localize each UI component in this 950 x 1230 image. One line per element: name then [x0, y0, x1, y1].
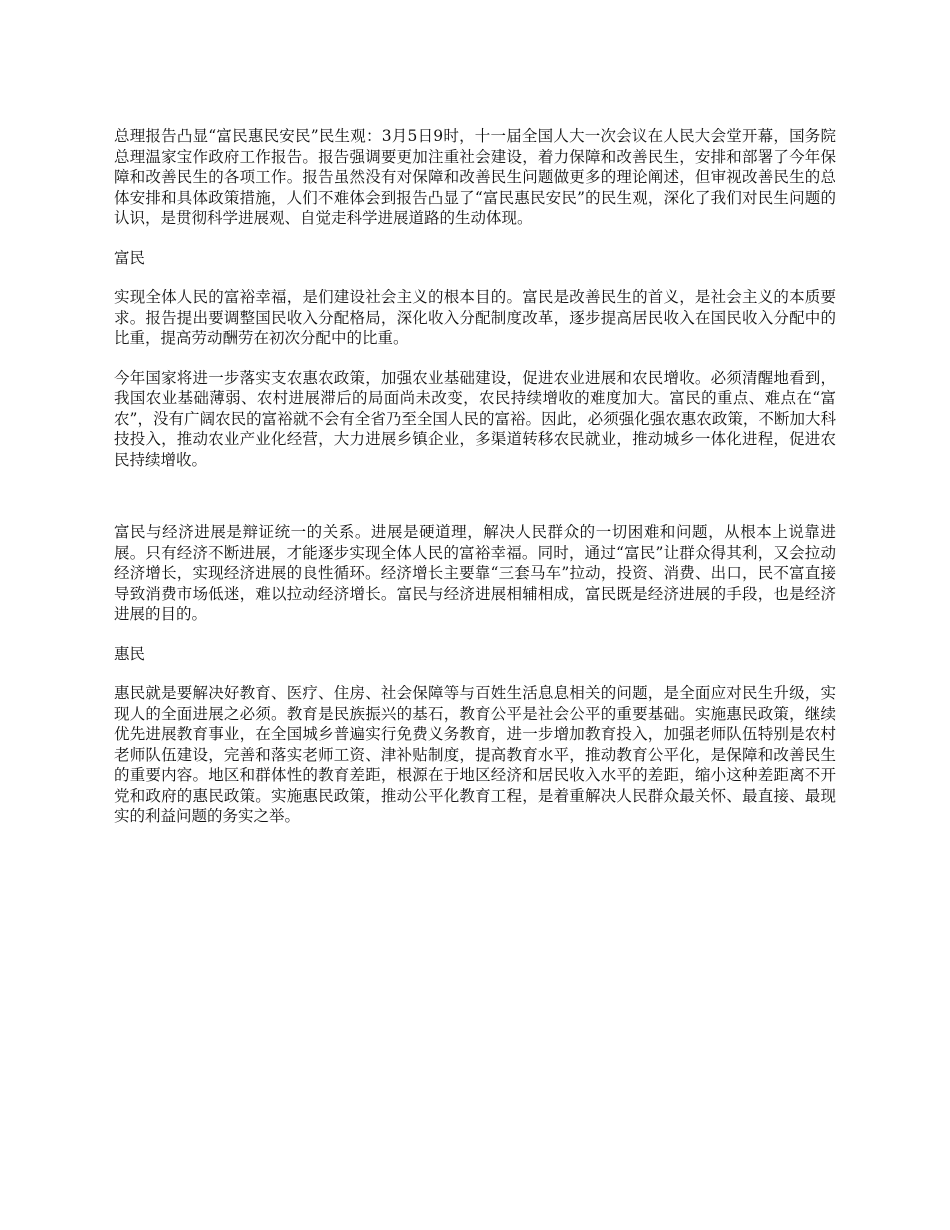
huimin-paragraph-1: 惠民就是要解决好教育、医疗、住房、社会保障等与百姓生活息息相关的问题，是全面应对民生升级，实现人的全面进展之必须。教育是民族振兴的基石，教育公平是社会公平的重要基础。实施惠民政策，继续优先进展教育事业，在全国城乡普遍实行免费义务教育，进一步增加教育投入，加强老师队伍特别是农村老师队伍建设，完善和落实老师工资、津补贴制度，提高教育水平，推动教育公平化，是保障和改善民生的重要内容。地区和群体性的教育差距，根源在于地区经济和居民收入水平的差距，缩小这种差距离不开党和政府的惠民政策。实施惠民政策，推动公平化教育工程，是着重解决人民群众最关怀、最直接、最现实的利益问题的务实之举。	[114, 684, 836, 825]
fumin-paragraph-1: 实现全体人民的富裕幸福，是们建设社会主义的根本目的。富民是改善民生的首义，是社会主义的本质要求。报告提出要调整国民收入分配格局，深化收入分配制度改革，逐步提高居民收入在国民收入分配中的比重，提高劳动酬劳在初次分配中的比重。	[114, 288, 836, 347]
section-heading-huimin: 惠民	[114, 644, 146, 663]
fumin-paragraph-3: 富民与经济进展是辩证统一的关系。进展是硬道理，解决人民群众的一切困难和问题，从根本上说靠进展。只有经济不断进展，才能逐步实现全体人民的富裕幸福。同时，通过“富民”让群众得其利，又会拉动经济增长，实现经济进展的良性循环。经济增长主要靠“三套马车”拉动，投资、消费、出口，民不富直接导致消费市场低迷，难以拉动经济增长。富民与经济进展相辅相成，富民既是经济进展的手段，也是经济进展的目的。	[114, 523, 836, 623]
intro-paragraph: 总理报告凸显“富民惠民安民”民生观：3月5日9时，十一届全国人大一次会议在人民大会堂开幕，国务院总理温家宝作政府工作报告。报告强调要更加注重社会建设，着力保障和改善民生，安排和部署了今年保障和改善民生的各项工作。报告虽然没有对保障和改善民生问题做更多的理论阐述，但审视改善民生的总体安排和具体政策措施，人们不难体会到报告凸显了“富民惠民安民”的民生观，深化了我们对民生问题的认识，是贯彻科学进展观、自觉走科学进展道路的生动体现。	[114, 127, 836, 227]
document-body	[114, 126, 836, 827]
section-heading-fumin: 富民	[114, 248, 146, 267]
fumin-paragraph-2: 今年国家将进一步落实支农惠农政策，加强农业基础建设，促进农业进展和农民增收。必须清醒地看到，我国农业基础薄弱、农村进展滞后的局面尚未改变，农民持续增收的难度加大。富民的重点、难点在“富农”，没有广阔农民的富裕就不会有全省乃至全国人民的富裕。因此，必须强化强农惠农政策，不断加大科技投入，推动农业产业化经营，大力进展乡镇企业，多渠道转移农民就业，推动城乡一体化进程，促进农民持续增收。	[114, 368, 836, 469]
